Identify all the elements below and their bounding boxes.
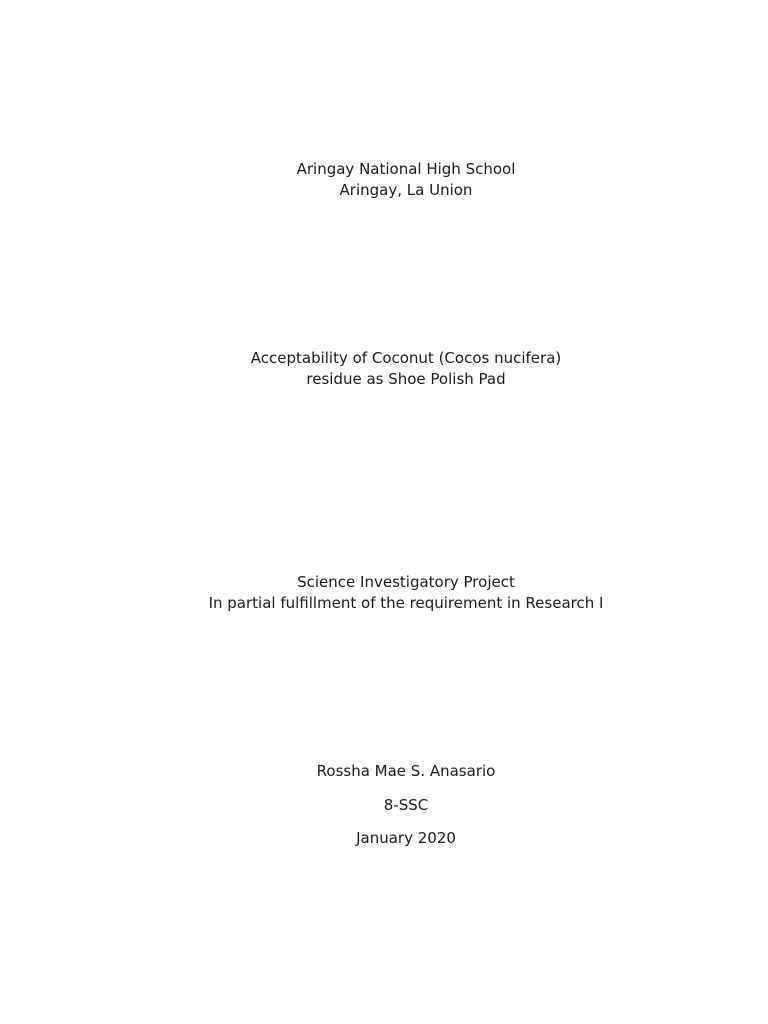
title-line-2: residue as Shoe Polish Pad xyxy=(306,370,506,388)
title-line-1: Acceptability of Coconut (Cocos nucifera) xyxy=(250,349,562,367)
project-type: Science Investigatory Project xyxy=(297,573,515,591)
project-purpose: In partial fulfillment of the requirement in Research I xyxy=(208,594,604,612)
author-name: Rossha Mae S. Anasario xyxy=(316,762,496,780)
submission-date: January 2020 xyxy=(356,829,456,847)
author-section: 8-SSC xyxy=(383,796,429,814)
school-location: Aringay, La Union xyxy=(339,181,473,199)
school-name: Aringay National High School xyxy=(296,160,516,178)
